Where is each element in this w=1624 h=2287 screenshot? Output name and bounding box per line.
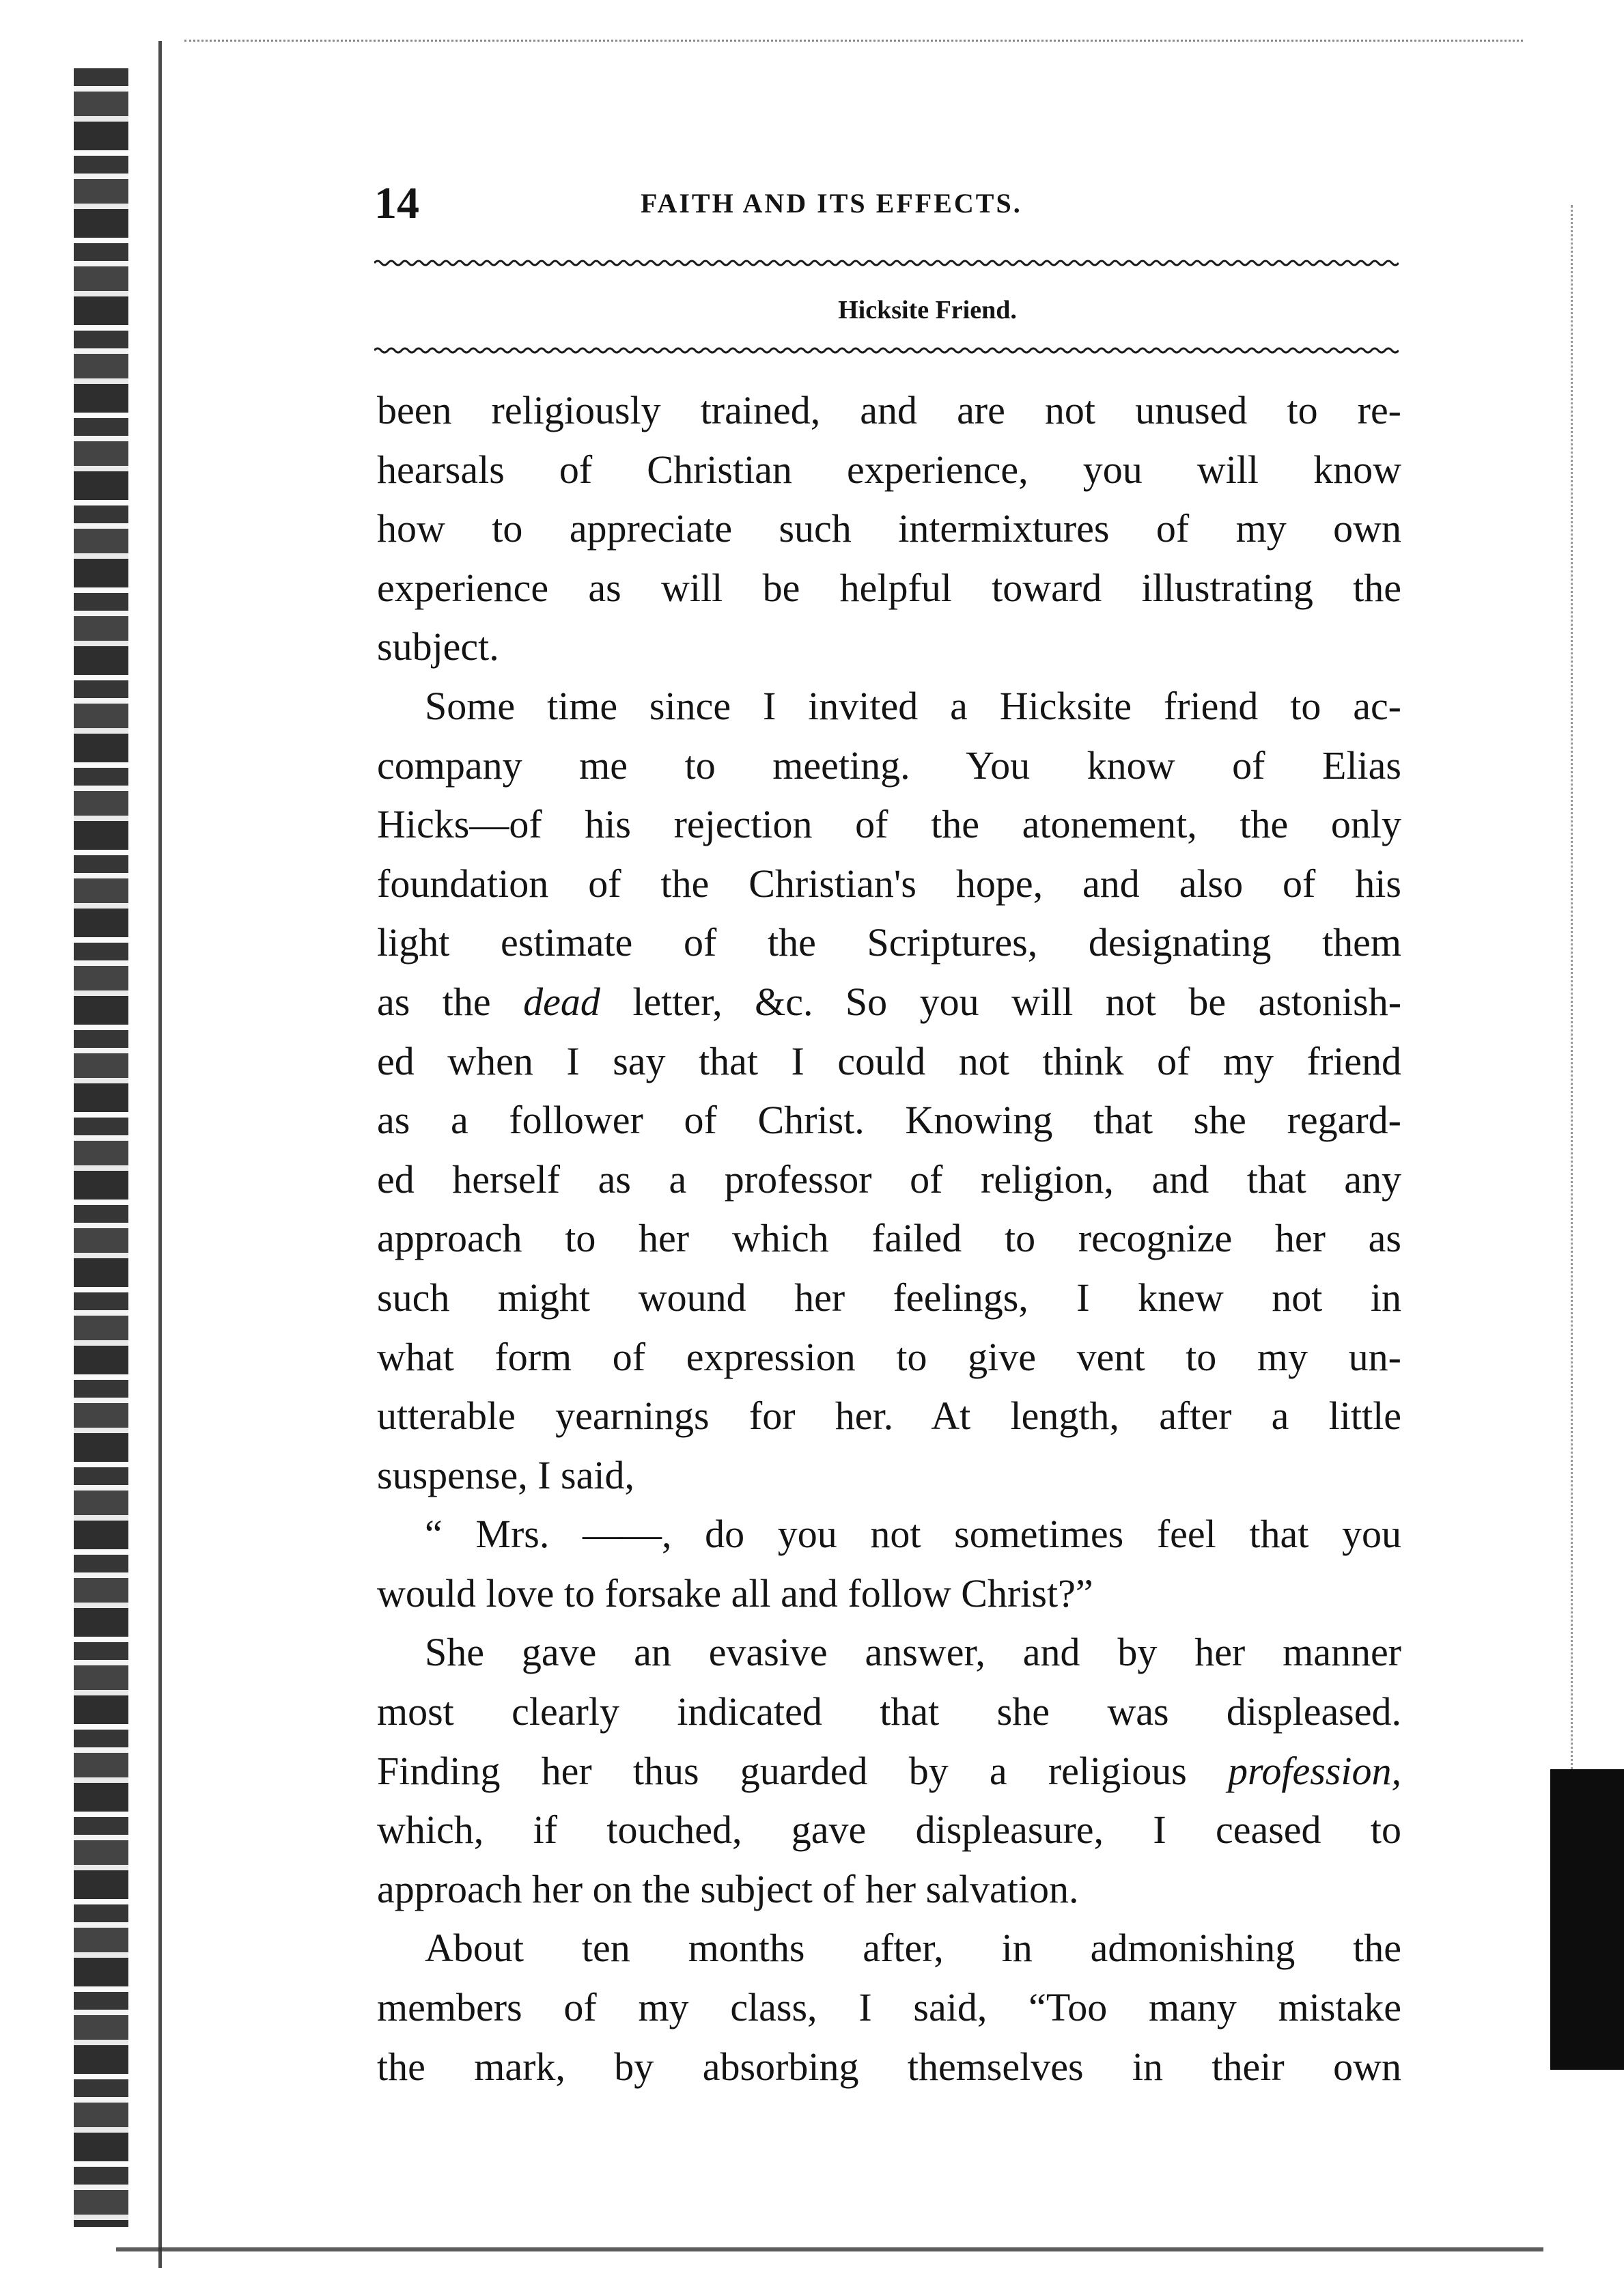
section-heading-text: Hicksite Friend. [838,296,1017,324]
text-line: been religiously trained, and are not unused to re- [377,388,1401,432]
text-line: light estimate of the Scriptures, designating them [377,920,1401,965]
text-line: members of my class, I said, “Too many mistake [377,1985,1401,2030]
text-segment: as the [377,979,524,1024]
text-line: as a follower of Christ. Knowing that she regard- [377,1098,1401,1143]
section-heading [374,290,1399,331]
text-line: the mark, by absorbing themselves in their own [377,2044,1401,2089]
text-line: would love to forsake all and follow Christ?” [377,1570,1093,1616]
page-gutter-line [158,41,162,2268]
text-line: suspense, I said, [377,1452,634,1497]
text-line: company me to meeting. You know of Elias [377,743,1401,788]
text-segment: letter, &c. So you will not be astonish- [600,979,1402,1024]
text-line: About ten months after, in admonishing the [425,1926,1401,1971]
text-line: foundation of the Christian's hope, and also of his [377,861,1401,906]
text-line: utterable yearnings for her. At length, after a little [377,1394,1401,1439]
text-line: most clearly indicated that she was displeased. [377,1689,1401,1734]
wavy-rule-top [374,258,1399,268]
text-line: such might wound her feelings, I knew not in [377,1275,1401,1320]
italic-word: profession, [1227,1748,1401,1793]
text-line: “ Mrs. ——, do you not sometimes feel that you [425,1512,1401,1557]
wavy-rule-bottom [374,346,1399,355]
text-line: subject. [377,624,499,669]
page-right-edge [1571,205,1573,1844]
running-header [374,176,1399,231]
text-line: experience as will be helpful toward illustrating the [377,565,1401,610]
text-line: Some time since I invited a Hicksite friend to ac- [425,683,1401,728]
text-line: Hicks—of his rejection of the atonement, the only [377,802,1401,847]
text-line [377,973,1401,1032]
text-line [377,1742,1401,1801]
page-bottom-edge [116,2247,1543,2251]
text-line: approach to her which failed to recognize her as [377,1216,1401,1261]
running-title: FAITH AND ITS EFFECTS. [641,188,1022,219]
page-top-edge [184,40,1523,42]
text-line: how to appreciate such intermixtures of my own [377,506,1401,551]
wavy-rule-bottom-graphic [374,346,1399,355]
text-line: She gave an evasive answer, and by her manner [425,1630,1401,1675]
text-line: hearsals of Christian experience, you will know [377,447,1401,492]
page-number: 14 [374,178,419,228]
italic-word: dead [523,979,600,1024]
text-line: ed herself as a professor of religion, and that any [377,1156,1401,1202]
text-line: which, if touched, gave displeasure, I ceased to [377,1807,1401,1853]
body-text [377,381,1401,2096]
text-segment: Finding her thus guarded by a religious [377,1748,1228,1793]
book-binding-edge [74,68,128,2227]
scan-shadow-block [1550,1769,1624,2070]
wavy-rule-top-graphic [374,258,1399,268]
text-line: approach her on the subject of her salvation. [377,1866,1079,1911]
text-line: ed when I say that I could not think of my friend [377,1038,1401,1083]
text-line: what form of expression to give vent to my un- [377,1334,1401,1379]
